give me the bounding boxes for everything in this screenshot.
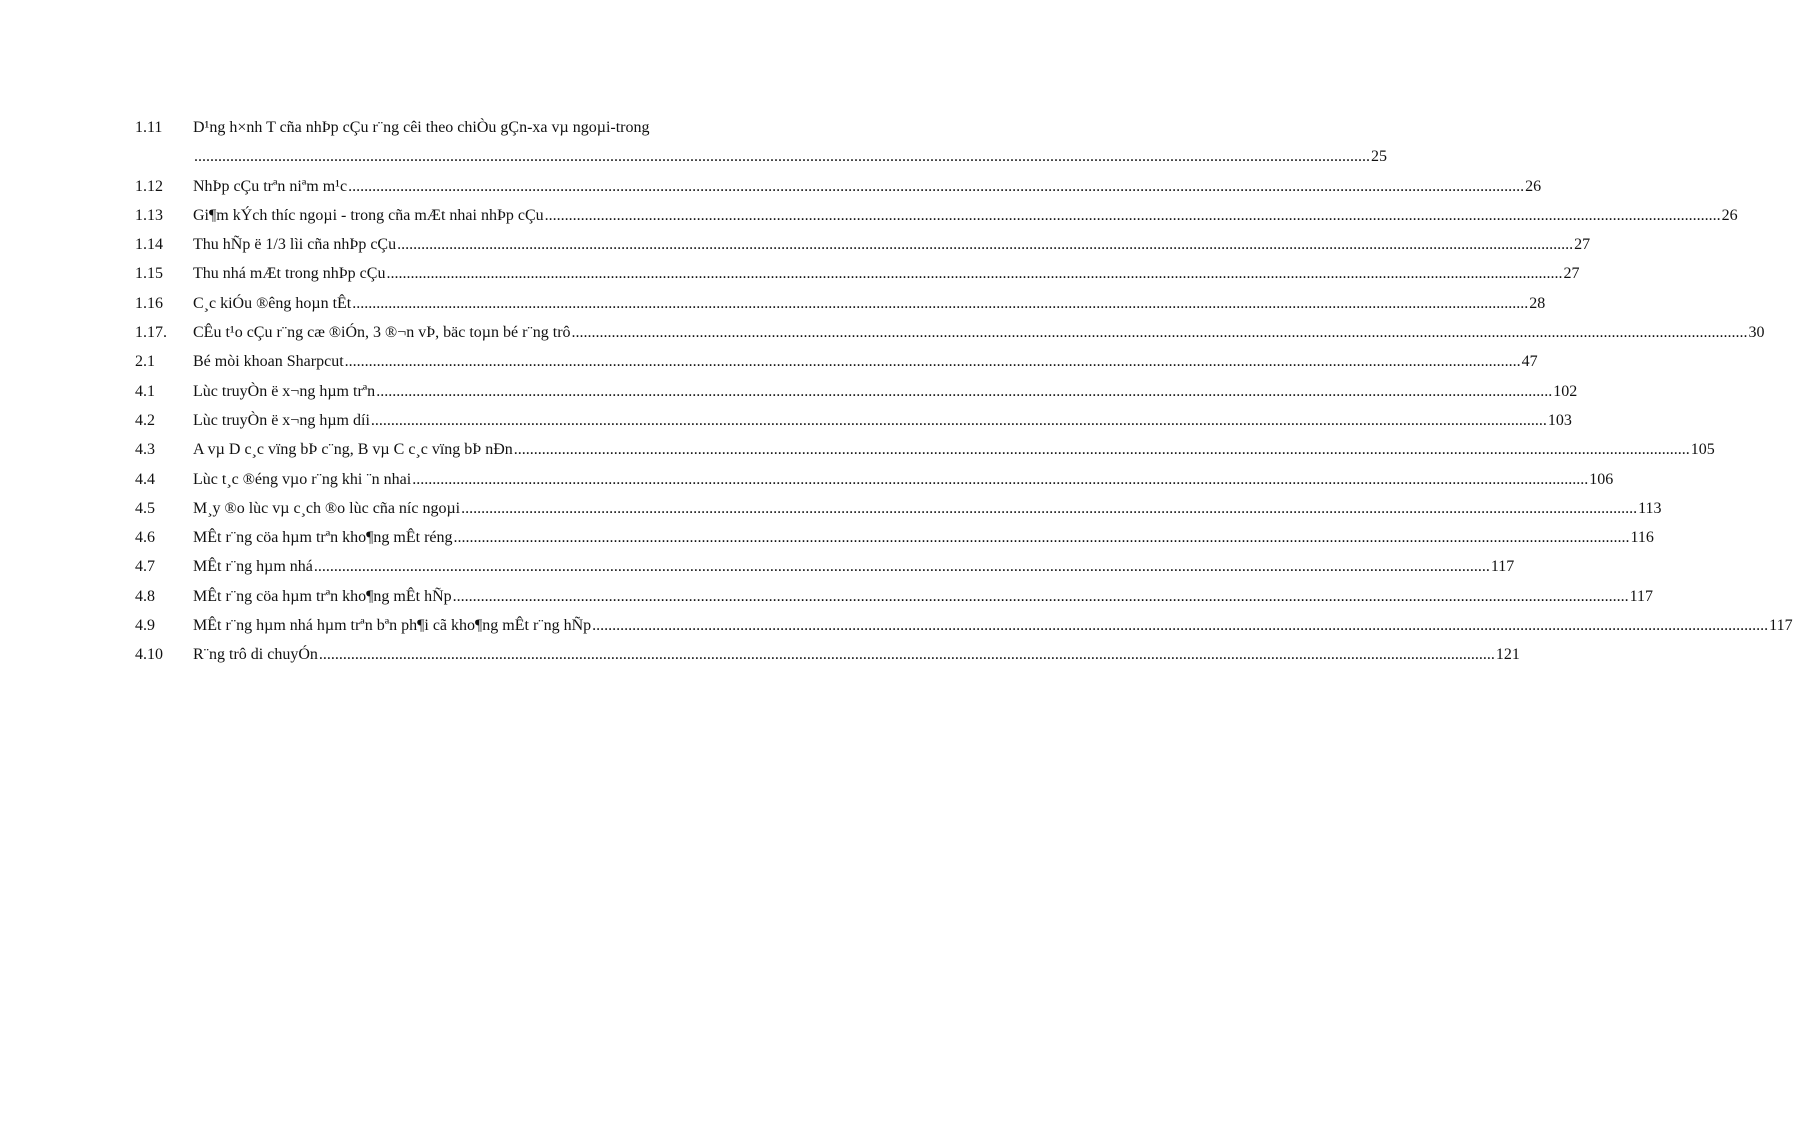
toc-entry-title: R¨ng trô di chuyÓn bbox=[193, 646, 318, 664]
toc-entry-number: 4.1 bbox=[135, 382, 155, 400]
toc-entry-number: 1.16 bbox=[135, 294, 163, 312]
toc-entry bbox=[135, 289, 1546, 318]
toc-entry bbox=[135, 230, 1591, 259]
toc-entry-number: 4.2 bbox=[135, 411, 155, 429]
toc-entry bbox=[135, 611, 1793, 640]
toc-entry-page: 30 bbox=[1748, 324, 1765, 342]
toc-leader-dots bbox=[352, 289, 1528, 318]
toc-entry-number: 4.9 bbox=[135, 617, 155, 635]
toc-entry-page: 121 bbox=[1495, 646, 1520, 664]
toc-entry-title: M¸y ®o lùc vµ c¸ch ®o lùc cña níc ngoµi bbox=[193, 499, 461, 517]
toc-entry-page: 106 bbox=[1589, 470, 1614, 488]
toc-entry bbox=[135, 172, 1542, 201]
toc-entry bbox=[135, 347, 1538, 376]
toc-entry-title: Thu hÑp ë 1/3 lìi cña nhÞp cÇu bbox=[193, 236, 397, 254]
toc-entry bbox=[135, 494, 1662, 523]
toc-entry-page: 113 bbox=[1638, 499, 1662, 517]
toc-entry bbox=[135, 259, 1580, 288]
toc-leader-dots bbox=[319, 640, 1495, 669]
toc-entry-number: 1.12 bbox=[135, 177, 163, 195]
toc-entry-page: 116 bbox=[1630, 529, 1654, 547]
toc-entry bbox=[135, 640, 1520, 669]
toc-leader-dots bbox=[453, 582, 1629, 611]
toc-entry-page: 47 bbox=[1521, 353, 1538, 371]
table-of-figures bbox=[135, 113, 1793, 670]
toc-leader-dots bbox=[454, 523, 1630, 552]
toc-entry-continuation bbox=[135, 142, 1387, 171]
toc-leader-dots bbox=[545, 201, 1721, 230]
toc-entry-page: 28 bbox=[1529, 294, 1546, 312]
toc-entry-number: 1.13 bbox=[135, 206, 163, 224]
toc-entry bbox=[135, 318, 1765, 347]
toc-entry-title: NhÞp cÇu trªn niªm m¹c bbox=[193, 177, 348, 195]
toc-entry bbox=[135, 552, 1515, 581]
toc-entry-title: MÊt r¨ng cöa hµm trªn kho¶ng mÊt hÑp bbox=[193, 587, 452, 605]
toc-entry-page: 25 bbox=[1371, 148, 1387, 166]
toc-entry-page: 27 bbox=[1574, 236, 1591, 254]
toc-entry-number: 1.14 bbox=[135, 236, 163, 254]
toc-entry-page: 117 bbox=[1629, 587, 1654, 605]
toc-entry-number: 4.8 bbox=[135, 587, 155, 605]
toc-entry-title: C¸c kiÓu ®êng hoµn tÊt bbox=[193, 294, 352, 312]
toc-leader-dots bbox=[461, 494, 1637, 523]
toc-entry bbox=[135, 377, 1578, 406]
toc-leader-dots bbox=[345, 347, 1521, 376]
toc-leader-dots bbox=[572, 318, 1748, 347]
toc-entry-page: 26 bbox=[1525, 177, 1542, 195]
toc-entry-title: CÊu t¹o cÇu r¨ng cæ ®iÓn, 3 ®¬n vÞ, bäc toµn bé r¨ng trô bbox=[193, 324, 571, 342]
toc-entry-title: Lùc t¸c ®éng vµo r¨ng khi ¨n nhai bbox=[193, 470, 412, 488]
toc-leader-dots bbox=[194, 142, 1370, 171]
toc-entry-number: 4.7 bbox=[135, 558, 155, 576]
toc-entry-number: 1.17. bbox=[135, 324, 167, 342]
toc-entry-number: 4.5 bbox=[135, 499, 155, 517]
toc-entry-title: MÊt r¨ng hµm nhá bbox=[193, 558, 313, 576]
toc-entry-number: 1.15 bbox=[135, 265, 163, 283]
toc-leader-dots bbox=[397, 230, 1573, 259]
toc-entry-number: 4.4 bbox=[135, 470, 155, 488]
toc-entry bbox=[135, 406, 1572, 435]
toc-entry-page: 26 bbox=[1721, 206, 1738, 224]
toc-leader-dots bbox=[412, 465, 1588, 494]
toc-entry-title: Bé mòi khoan Sharpcut bbox=[193, 353, 344, 371]
toc-leader-dots bbox=[386, 259, 1562, 288]
toc-entry-title: Thu nhá mÆt trong nhÞp cÇu bbox=[193, 265, 386, 283]
toc-entry-title: Gi¶m kÝch thíc ngoµi - trong cña mÆt nhai nhÞp cÇu bbox=[193, 206, 544, 224]
toc-entry-page: 117 bbox=[1769, 617, 1793, 635]
toc-entry-page: 117 bbox=[1490, 558, 1515, 576]
toc-entry-number: 2.1 bbox=[135, 353, 155, 371]
toc-entry bbox=[135, 201, 1738, 230]
toc-entry bbox=[135, 523, 1654, 552]
toc-entry-title: Lùc truyÒn ë x¬ng hµm trªn bbox=[193, 382, 376, 400]
toc-entry-page: 102 bbox=[1553, 382, 1578, 400]
toc-entry bbox=[135, 582, 1654, 611]
toc-entry bbox=[135, 435, 1715, 464]
toc-entry-title: Lùc truyÒn ë x¬ng hµm díi bbox=[193, 411, 370, 429]
toc-entry-page: 105 bbox=[1690, 441, 1715, 459]
toc-leader-dots bbox=[376, 377, 1552, 406]
toc-leader-dots bbox=[371, 406, 1547, 435]
toc-entry-number: 4.10 bbox=[135, 646, 163, 664]
toc-entry-number: 4.6 bbox=[135, 529, 155, 547]
toc-leader-dots bbox=[514, 435, 1690, 464]
toc-leader-dots bbox=[314, 552, 1490, 581]
toc-entry bbox=[135, 113, 737, 142]
toc-entry-title: A vµ D c¸c vïng bÞ c¨ng, B vµ C c¸c vïng bÞ nÐn bbox=[193, 441, 513, 459]
toc-entry-page: 27 bbox=[1563, 265, 1580, 283]
toc-leader-dots bbox=[592, 611, 1768, 640]
toc-entry-title: MÊt r¨ng hµm nhá hµm trªn bªn ph¶i cã kho¶ng mÊt r¨ng hÑp bbox=[193, 617, 592, 635]
toc-entry-page: 103 bbox=[1547, 411, 1572, 429]
toc-leader-dots bbox=[348, 172, 1524, 201]
toc-entry-number: 4.3 bbox=[135, 441, 155, 459]
toc-entry-number: 1.11 bbox=[135, 119, 163, 136]
toc-entry-title: D¹ng h×nh T cña nhÞp cÇu r¨ng cêi theo chiÒu gÇn-xa vµ ngoµi-trong bbox=[193, 119, 650, 136]
toc-entry-title: MÊt r¨ng cöa hµm trªn kho¶ng mÊt réng bbox=[193, 529, 453, 547]
toc-entry bbox=[135, 465, 1614, 494]
